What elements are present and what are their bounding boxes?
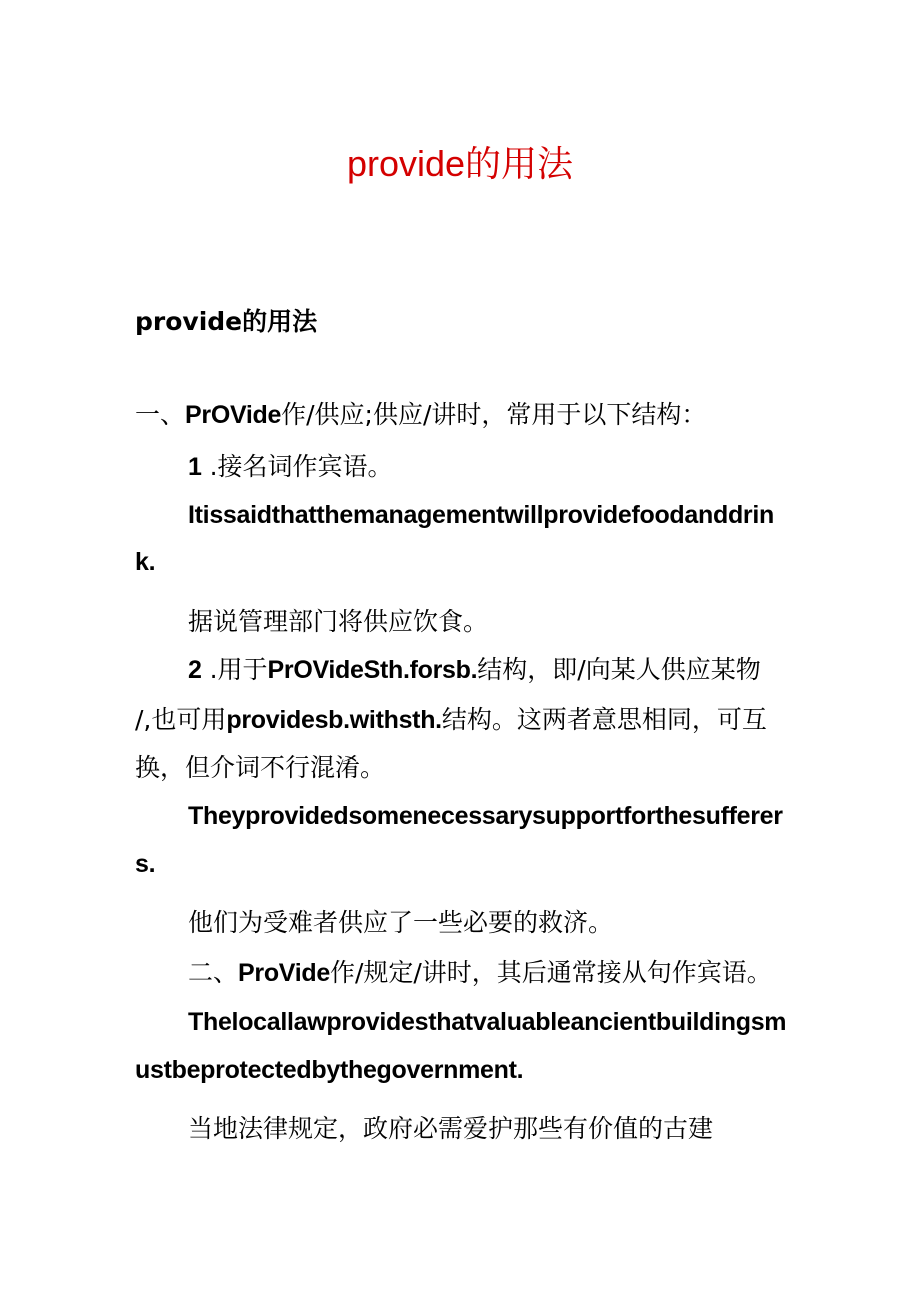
translation-3: 当地法律规定，政府必需爱护那些有价值的古建	[188, 1114, 714, 1143]
item-1-number: 1	[188, 453, 202, 481]
section-1-heading	[135, 398, 706, 432]
translation-2: 他们为受难者供应了一些必要的救济。	[188, 908, 614, 937]
item-2-line-1	[188, 653, 761, 687]
section-1-word: PrOVide	[185, 401, 282, 429]
subtitle-text: provide的用法	[135, 307, 318, 336]
item-2-line-2-b: 结构。这两者意思相同，可互	[441, 705, 767, 734]
example-2-line-2: s.	[135, 850, 156, 878]
section-2-heading	[188, 956, 772, 990]
section-1-rest: 作/供应;供应/讲时，常用于以下结构：	[281, 400, 707, 429]
item-2-text-b: 结构，即/向某人供应某物	[477, 655, 761, 684]
section-2-word: ProVide	[238, 959, 330, 987]
section-2-prefix: 二、	[188, 958, 239, 987]
section-2-rest: 作/规定/讲时，其后通常接从句作宾语。	[329, 958, 772, 987]
item-2-text-a: .用于	[209, 655, 268, 684]
item-2-line-2-a: /,也可用	[135, 705, 227, 734]
item-2-structure-a: PrOVideSth.forsb.	[267, 656, 478, 684]
example-2-line-1: Theyprovidedsomenecessarysupportforthesufferer	[188, 802, 783, 830]
item-2-number: 2	[188, 656, 202, 684]
document-title: provide的用法	[346, 143, 574, 184]
example-3-line-2: ustbeprotectedbythegovernment.	[135, 1056, 524, 1084]
example-1-line-1: Itissaidthatthemanagementwillprovidefoodanddrin	[188, 501, 774, 529]
example-1-line-2: k.	[135, 548, 156, 576]
subtitle	[135, 305, 317, 339]
section-1-prefix: 一、	[135, 400, 186, 429]
item-1-text: .接名词作宾语。	[209, 452, 393, 481]
example-3-line-1: Thelocallawprovidesthatvaluableancientbuildingsm	[188, 1008, 787, 1036]
item-2-line-3: 换，但介词不行混淆。	[135, 753, 386, 782]
item-2-structure-b: providesb.withsth.	[226, 706, 442, 734]
item-1	[188, 450, 393, 484]
translation-1: 据说管理部门将供应饮食。	[188, 607, 489, 636]
item-2-line-2	[135, 703, 767, 737]
